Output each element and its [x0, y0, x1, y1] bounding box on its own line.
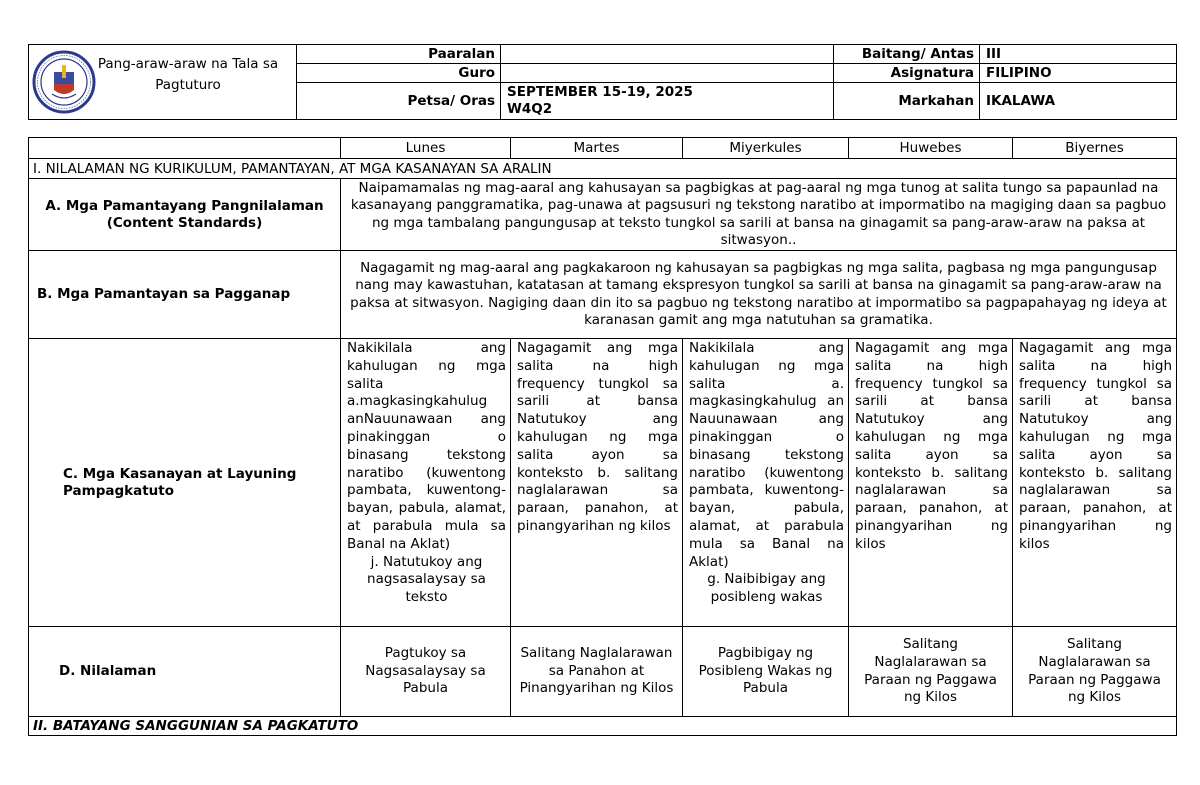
competency-biyernes-body: Nagagamit ang mga salita na high frequency tungkol sa sarili at bansa Natutukoy ang kahulugan ng mga salita ayon sa konteksto b. salitang naglalarawan sa paraan, panahon, at pinangyarihan ng kilos — [1019, 340, 1172, 552]
date-value — [501, 83, 834, 120]
days-header-row — [29, 138, 1177, 159]
teacher-label: Guro — [297, 64, 501, 83]
competencies-row — [29, 339, 1177, 627]
day-martes: Martes — [511, 138, 683, 159]
header-info-table — [28, 44, 1177, 120]
content-biyernes: Salitang Naglalarawan sa Paraan ng Paggawa ng Kilos — [1013, 627, 1177, 717]
performance-standards-label: B. Mga Pamantayan sa Pagganap — [29, 251, 341, 339]
performance-standards-row — [29, 251, 1177, 339]
blank-header-cell — [29, 138, 341, 159]
performance-standards-text: Nagagamit ng mag-aaral ang pagkakaroon ng kahusayan sa pagbigkas ng mga salita, pagbasa ng mga pangungusap nang may kawastuhan, katatasan at tamang ekspresyon tungkol sa sarili at bansa na ginagamit sa pang-araw-araw na paksa at sitwasyon. Nagiging daan din ito sa pagbuo ng tekstong naratibo at impormatibo sa pagpapahayag ng ideya at karanasan gamit ang mga natutuhan sa gramatika. — [341, 251, 1177, 339]
lesson-plan-table — [28, 137, 1177, 736]
competency-huwebes-body: Nagagamit ang mga salita na high frequency tungkol sa sarili at bansa Natutukoy ang kahulugan ng mga salita ayon sa konteksto b. salitang naglalarawan sa paraan, panahon, at pinangyarihan ng kilos — [855, 340, 1008, 552]
competency-miyerkules — [683, 339, 849, 627]
competency-miyerkules-body: Nakikilala ang kahulugan ng mga salita a. magkasingkahulug an Nauunawaan ang pinakinggan o binasang tekstong naratibo (kuwentong pambata, kuwentong-bayan, pabula, alamat, at parabula mula sa Banal na Aklat) — [689, 340, 844, 570]
date-line1: SEPTEMBER 15-19, 2025 — [507, 84, 693, 100]
content-miyerkules: Pagbibigay ng Posibleng Wakas ng Pabula — [683, 627, 849, 717]
day-huwebes: Huwebes — [849, 138, 1013, 159]
competency-biyernes — [1013, 339, 1177, 627]
content-martes: Salitang Naglalarawan sa Panahon at Pinangyarihan ng Kilos — [511, 627, 683, 717]
competencies-label-text: C. Mga Kasanayan at Layuning Pampagkatuto — [63, 465, 297, 499]
quarter-value: IKALAWA — [980, 83, 1177, 120]
school-label: Paaralan — [297, 45, 501, 64]
content-standards-label: A. Mga Pamantayang Pangnilalaman (Content Standards) — [29, 179, 341, 251]
content-huwebes: Salitang Naglalarawan sa Paraan ng Paggawa ng Kilos — [849, 627, 1013, 717]
competency-martes — [511, 339, 683, 627]
title-cell — [29, 45, 297, 120]
date-label: Petsa/ Oras — [297, 83, 501, 120]
content-standards-text: Naipamamalas ng mag-aaral ang kahusayan sa pagbigkas at pag-aaral ng mga tunog at salita tungo sa papaunlad na kasanayang panggramatika, pag-unawa at pagsusuri ng tekstong naratibo at impormatibo na magiging daan sa pagbuo ng mga tambalang pangungusap at teksto tungkol sa sarili at bansa na ginagamit sa pang-araw-araw na paksa at sitwasyon.. — [341, 179, 1177, 251]
competency-huwebes — [849, 339, 1013, 627]
day-biyernes: Biyernes — [1013, 138, 1177, 159]
competency-lunes-body: Nakikilala ang kahulugan ng mga salita a.magkasingkahulug anNauunawaan ang pinakinggan o binasang tekstong naratibo (kuwentong pambata, kuwentong-bayan, pabula, alamat, at parabula mula sa Banal na Aklat) — [347, 340, 506, 552]
competency-lunes-extra: j. Natutukoy ang nagsasalaysay sa teksto — [367, 553, 486, 606]
date-line2: W4Q2 — [507, 101, 553, 117]
section-1-heading: I. NILALAMAN NG KURIKULUM, PAMANTAYAN, AT MGA KASANAYAN SA ARALIN — [29, 159, 1177, 179]
content-row — [29, 627, 1177, 717]
teacher-value — [501, 64, 834, 83]
competency-martes-body: Nagagamit ang mga salita na high frequency tungkol sa sarili at bansa Natutukoy ang kahulugan ng mga salita ayon sa konteksto b. salitang naglalarawan sa paraan, panahon, at pinangyarihan ng kilos — [517, 340, 678, 534]
competency-miyerkules-extra: g. Naibibigay ang posibleng wakas — [707, 571, 826, 606]
competency-lunes — [341, 339, 511, 627]
day-lunes: Lunes — [341, 138, 511, 159]
day-miyerkules: Miyerkules — [683, 138, 849, 159]
competencies-label — [29, 339, 341, 627]
grade-label: Baitang/ Antas — [834, 45, 980, 64]
content-label-text: D. Nilalaman — [59, 663, 157, 679]
content-lunes: Pagtukoy sa Nagsasalaysay sa Pabula — [341, 627, 511, 717]
school-value — [501, 45, 834, 64]
section-2-heading: II. BATAYANG SANGGUNIAN SA PAGKATUTO — [29, 717, 1177, 736]
section-1-row — [29, 159, 1177, 179]
subject-value: FILIPINO — [980, 64, 1177, 83]
section-2-row — [29, 717, 1177, 736]
subject-label: Asignatura — [834, 64, 980, 83]
grade-value: III — [980, 45, 1177, 64]
content-standards-row — [29, 179, 1177, 251]
form-title: Pang-araw-araw na Tala sa Pagtuturo — [97, 56, 279, 93]
quarter-label: Markahan — [834, 83, 980, 120]
content-label — [29, 627, 341, 717]
